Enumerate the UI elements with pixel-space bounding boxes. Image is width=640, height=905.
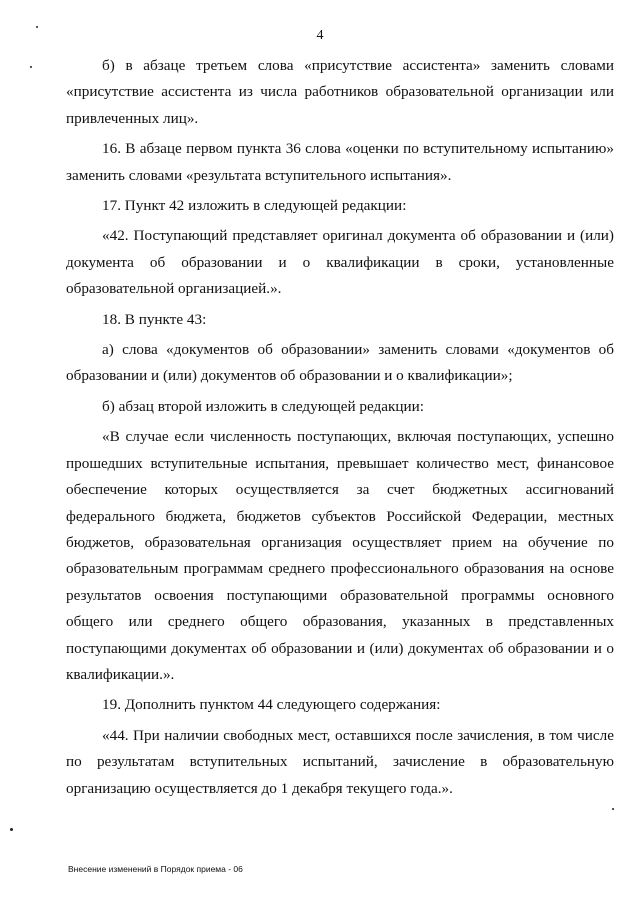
paragraph-16: 16. В абзаце первом пункта 36 слова «оценки по вступительному испытанию» заменить словами «результата вступительного испытания». xyxy=(66,140,614,184)
scan-speck xyxy=(30,66,32,68)
paragraph-19: 19. Дополнить пунктом 44 следующего содержания: xyxy=(102,696,441,714)
page-number: 4 xyxy=(316,28,324,43)
paragraph-18-b: б) абзац второй изложить в следующей редакции: xyxy=(102,397,424,415)
scan-speck xyxy=(36,26,38,28)
paragraph-44-text: «44. При наличии свободных мест, оставшихся после зачисления, в том числе по результатам вступительных испытаний, зачисление в образовательную организацию осуществляется до 1 декабря текущего года.». xyxy=(66,726,614,797)
footer-note: Внесение изменений в Порядок приема - 06 xyxy=(68,864,243,874)
document-body xyxy=(66,53,614,802)
scan-speck xyxy=(10,828,13,831)
scan-speck xyxy=(612,808,614,810)
paragraph-42-text: «42. Поступающий представляет оригинал документа об образовании и (или) документа об образовании и о квалификации в сроки, установленные образовательной организацией.». xyxy=(66,227,614,298)
paragraph-43-new-text: «В случае если численность поступающих, включая поступающих, успешно прошедших вступительные испытания, превышает количество мест, финансовое обеспечение которых осуществляется за счет бюджетных ассигнований федерального бюджета, бюджетов субъектов Российской Федерации, местных бюджетов, образовательная организация осуществляет прием на обучение по образовательным программам среднего профессионального образования на основе результатов освоения поступающими образовательной программы основного общего или среднего общего образования, указанных в представленных поступающими документах об образовании и (или) документах об образовании и о квалификации.». xyxy=(66,428,614,683)
paragraph-18-a: а) слова «документов об образовании» заменить словами «документов об образовании и (или) документов об образовании и о квалификации»; xyxy=(66,341,614,385)
paragraph-18: 18. В пункте 43: xyxy=(102,310,207,328)
paragraph-17: 17. Пункт 42 изложить в следующей редакции: xyxy=(102,197,407,215)
paragraph-b-assistant: б) в абзаце третьем слова «присутствие ассистента» заменить словами «присутствие ассистента из числа работников образовательной организации или привлеченных лиц». xyxy=(66,57,614,127)
